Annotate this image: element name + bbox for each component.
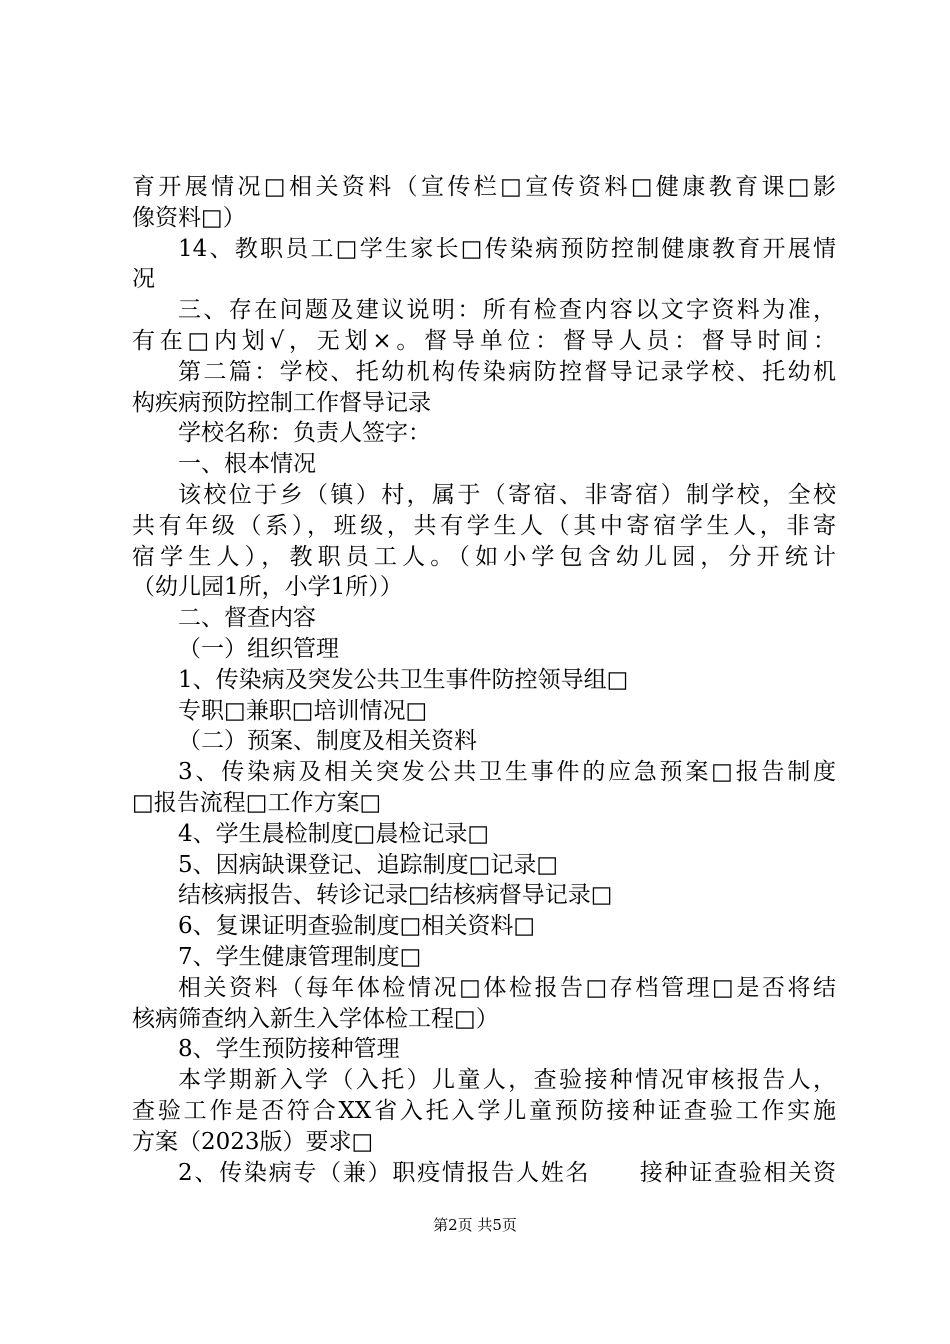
body-line: 相关资料（每年体检情况□体检报告□存档管理□是否将结 bbox=[178, 974, 836, 1001]
body-line: 14、教职员工□学生家长□传染病预防控制健康教育开展情 bbox=[178, 235, 836, 262]
body-line: 7、学生健康管理制度□ bbox=[178, 943, 422, 970]
body-line: 本学期新入学（入托）儿童人，查验接种情况审核报告人， bbox=[178, 1067, 836, 1094]
body-line: 有在□内划√，无划×。督导单位：督导人员：督导时间： bbox=[132, 327, 836, 354]
body-line: 构疾病预防控制工作督导记录 bbox=[132, 389, 431, 416]
body-line: 1、传染病及突发公共卫生事件防控领导组□ bbox=[178, 666, 629, 693]
body-line: 三、存在问题及建议说明：所有检查内容以文字资料为准， bbox=[178, 297, 836, 324]
body-line: 8、学生预防接种管理 bbox=[178, 1036, 400, 1063]
body-line: 专职□兼职□培训情况□ bbox=[178, 697, 428, 724]
body-line: 况 bbox=[132, 266, 155, 293]
body-line: 核病筛查纳入新生入学体检工程□） bbox=[132, 1005, 499, 1032]
subsection-heading: （一）组织管理 bbox=[178, 635, 339, 662]
section-heading: 二、督查内容 bbox=[178, 605, 316, 632]
body-line: 查验工作是否符合XX省入托入学儿童预防接种证查验工作实施 bbox=[132, 1097, 836, 1124]
body-line: 像资料□） bbox=[132, 204, 246, 231]
body-line: 6、复课证明查验制度□相关资料□ bbox=[178, 913, 536, 940]
body-line: 3、传染病及相关突发公共卫生事件的应急预案□报告制度 bbox=[178, 759, 836, 786]
section-heading: 一、根本情况 bbox=[178, 451, 316, 478]
body-line: 结核病报告、转诊记录□结核病督导记录□ bbox=[178, 882, 613, 909]
page-number-footer: 第2页 共5页 bbox=[433, 1216, 517, 1234]
document-body bbox=[132, 172, 836, 1188]
body-line: 育开展情况□相关资料（宣传栏□宣传资料□健康教育课□影 bbox=[132, 174, 836, 200]
body-line: 2、传染病专（兼）职疫情报告人姓名 接种证查验相关资 bbox=[178, 1159, 836, 1186]
body-line: 学校名称：负责人签字： bbox=[178, 420, 431, 447]
body-line: 宿学生人），教职员工人。（如小学包含幼儿园，分开统计 bbox=[132, 543, 836, 570]
body-line: （幼儿园1所，小学1所）） bbox=[132, 574, 403, 601]
body-line: 4、学生晨检制度□晨检记录□ bbox=[178, 820, 490, 847]
body-line: 共有年级（系），班级，共有学生人（其中寄宿学生人，非寄 bbox=[132, 512, 836, 539]
body-line: □报告流程□工作方案□ bbox=[132, 789, 382, 816]
body-line: 该校位于乡（镇）村，属于（寄宿、非寄宿）制学校，全校 bbox=[178, 481, 836, 508]
subsection-heading: （二）预案、制度及相关资料 bbox=[178, 728, 477, 755]
body-line: 5、因病缺课登记、追踪制度□记录□ bbox=[178, 851, 559, 878]
body-line: 方案（2023版）要求□ bbox=[132, 1128, 374, 1155]
body-line: 第二篇：学校、托幼机构传染病防控督导记录学校、托幼机 bbox=[178, 358, 836, 385]
